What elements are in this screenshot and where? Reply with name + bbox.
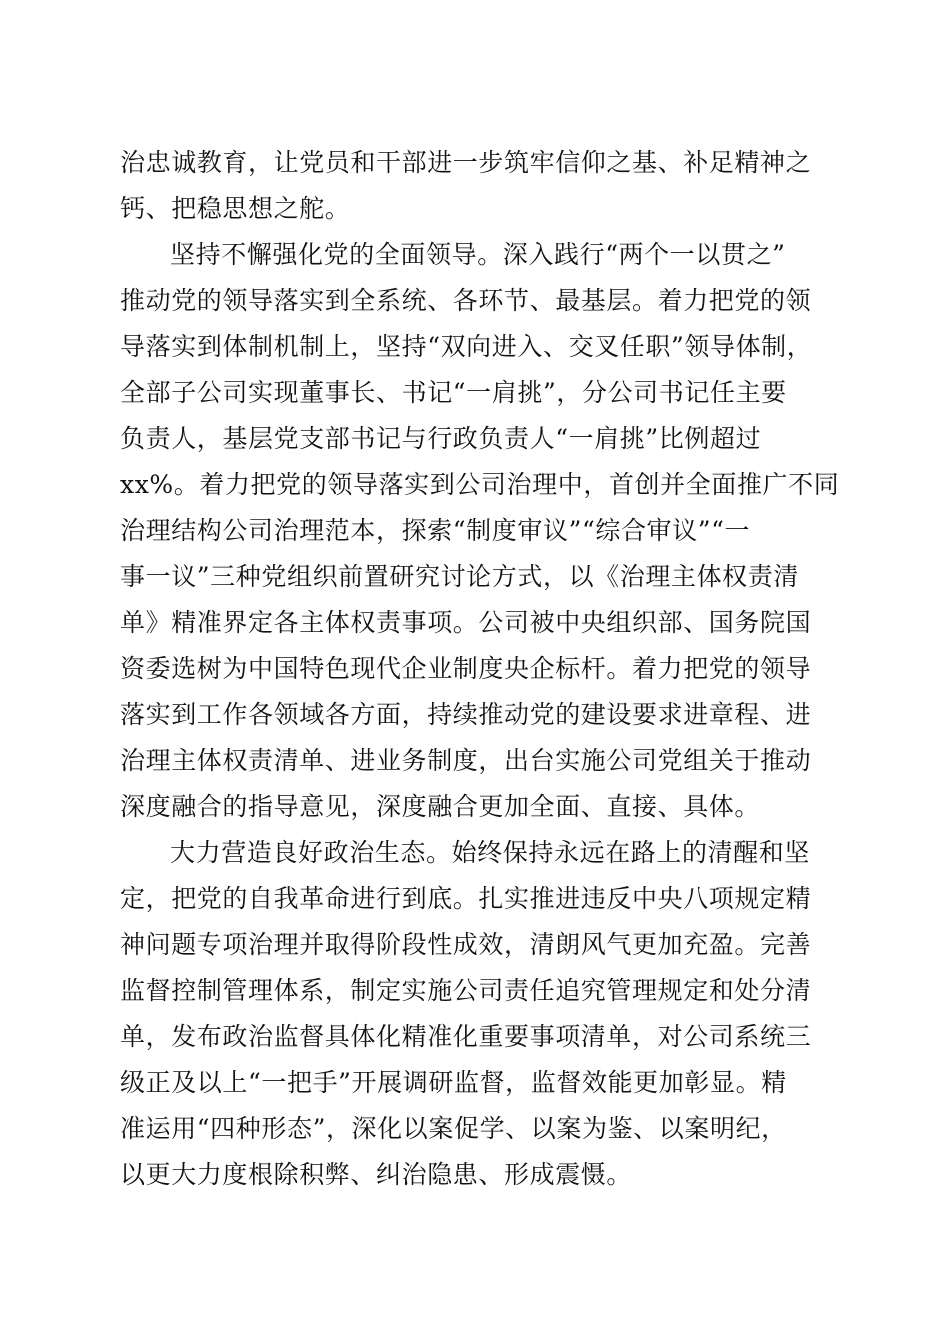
text-line: 深度融合的指导意见，深度融合更加全面、直接、具体。 (120, 792, 761, 821)
text-line: 准运用“四种形态”，深化以案促学、以案为鉴、以案明纪， (120, 1114, 787, 1143)
text-line: 监督控制管理体系，制定实施公司责任追究管理规定和处分清 (120, 976, 812, 1005)
text-line: 大力营造良好政治生态。始终保持永远在路上的清醒和坚 (170, 838, 811, 867)
paragraph-2 (120, 232, 840, 830)
text-line: 单》精准界定各主体权责事项。公司被中央组织部、国务院国 (120, 608, 812, 637)
text-line: 资委选树为中国特色现代企业制度央企标杆。着力把党的领导 (120, 654, 812, 683)
text-line: 落实到工作各领域各方面，持续推动党的建设要求进章程、进 (120, 700, 812, 729)
text-line: 事一议”三种党组织前置研究讨论方式，以《治理主体权责清 (120, 562, 799, 591)
text-line: 以更大力度根除积弊、纠治隐患、形成震慑。 (120, 1160, 633, 1189)
text-line: 治理主体权责清单、进业务制度，出台实施公司党组关于推动 (120, 746, 812, 775)
text-line: 治理结构公司治理范本，探索“制度审议”“综合审议”“一 (120, 516, 751, 545)
text-line: 级正及以上“一把手”开展调研监督，监督效能更加彰显。精 (120, 1068, 787, 1097)
text-line: 全部子公司实现董事长、书记“一肩挑”，分公司书记任主要 (120, 378, 787, 407)
text-line: 定，把党的自我革命进行到底。扎实推进违反中央八项规定精 (120, 884, 812, 913)
text-line: 导落实到体制机制上，坚持“双向进入、交叉任职”领导体制， (120, 332, 813, 361)
text-line: xx%。着力把党的领导落实到公司治理中，首创并全面推广不同 (120, 470, 840, 499)
text-line: 神问题专项治理并取得阶段性成效，清朗风气更加充盈。完善 (120, 930, 812, 959)
text-line: 负责人，基层党支部书记与行政负责人“一肩挑”比例超过 (120, 424, 762, 453)
text-line: 治忠诚教育，让党员和干部进一步筑牢信仰之基、补足精神之 (120, 148, 812, 177)
paragraph-1 (120, 140, 830, 232)
text-line: 单，发布政治监督具体化精准化重要事项清单，对公司系统三 (120, 1022, 812, 1051)
text-line: 钙、把稳思想之舵。 (120, 194, 351, 223)
text-line: 推动党的领导落实到全系统、各环节、最基层。着力把党的领 (120, 286, 812, 315)
document-body (120, 140, 840, 1198)
paragraph-3 (120, 830, 830, 1198)
text-line: 坚持不懈强化党的全面领导。深入践行“两个一以贯之” (170, 240, 786, 269)
